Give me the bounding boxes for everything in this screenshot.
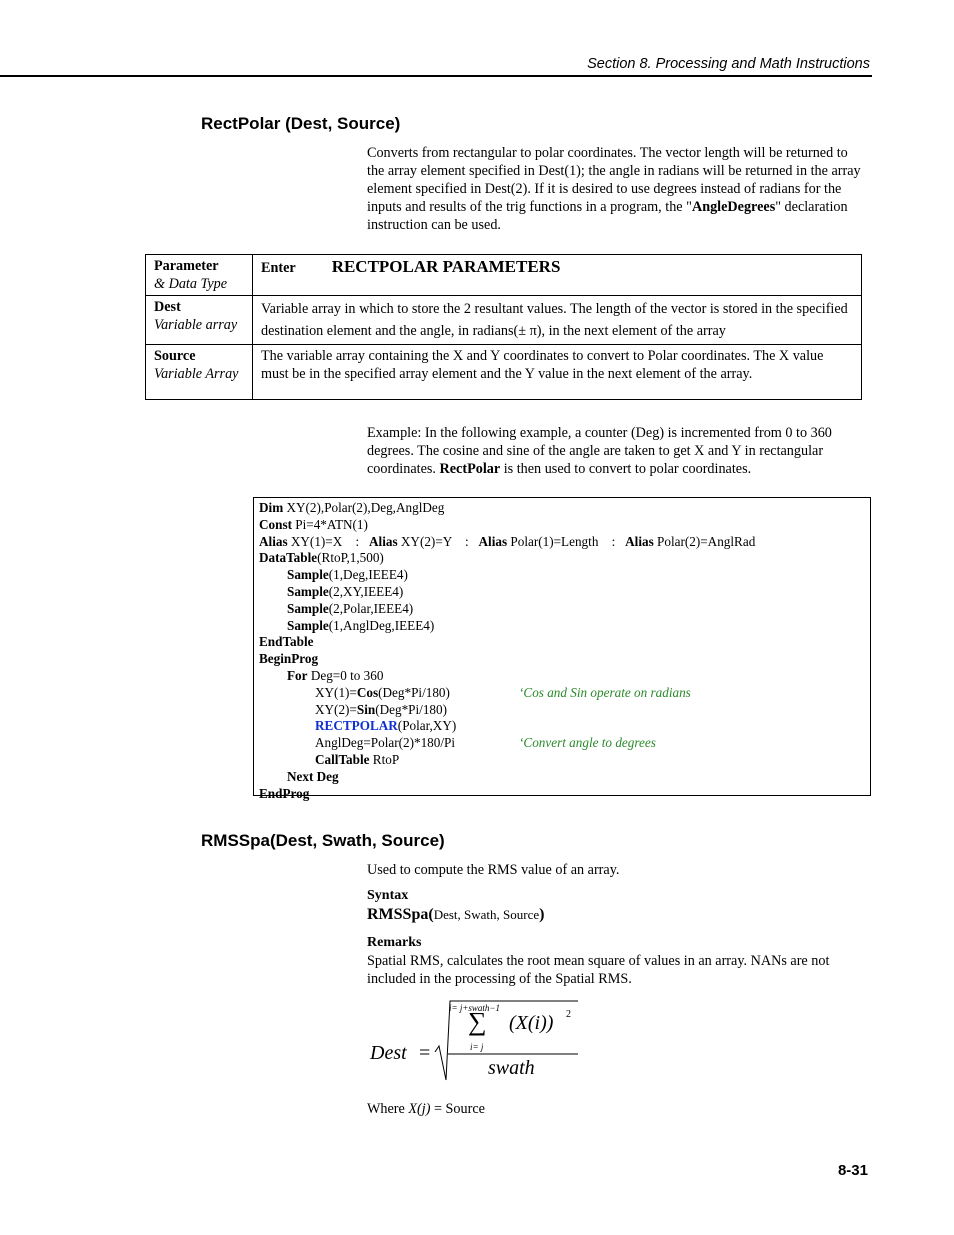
- sigma-symbol: ∑: [468, 1007, 487, 1036]
- formula-denominator: swath: [488, 1057, 535, 1079]
- rmsspa-description: Used to compute the RMS value of an array.: [367, 862, 620, 878]
- table-title: RECTPOLAR PARAMETERS: [331, 257, 561, 276]
- remarks-text: Spatial RMS, calculates the root mean square of values in an array. NANs are not included in the processing of the Spatial RMS.: [367, 953, 830, 987]
- code-line: BeginProg: [259, 651, 319, 667]
- rectpolar-heading: RectPolar (Dest, Source): [201, 114, 401, 133]
- table-header-row: [146, 255, 862, 296]
- rmsspa-heading: RMSSpa(Dest, Swath, Source): [201, 831, 445, 850]
- remarks-label: Remarks: [367, 935, 422, 950]
- formula-equals: =: [419, 1042, 431, 1064]
- table-row: [146, 345, 862, 400]
- formula-term: (X(i)): [509, 1012, 554, 1034]
- code-line: Const Pi=4*ATN(1): [259, 516, 368, 532]
- param-type: Variable array: [154, 317, 238, 333]
- rms-formula: [367, 996, 587, 1086]
- code-line: DataTable(RtoP,1,500): [259, 550, 384, 566]
- code-line: Dim XY(2),Polar(2),Deg,AnglDeg: [259, 500, 445, 515]
- datatype-header: & Data Type: [154, 276, 228, 292]
- code-line: AnglDeg=Polar(2)*180/Pi ‘Convert angle to degrees: [315, 735, 656, 751]
- formula-exponent: 2: [566, 1009, 571, 1020]
- code-line: XY(2)=Sin(Deg*Pi/180): [315, 701, 448, 717]
- page-number: 8-31: [837, 1162, 868, 1179]
- code-line: Sample(2,XY,IEEE4): [287, 583, 404, 599]
- sum-lower-limit: i= j: [470, 1042, 484, 1052]
- code-line: For Deg=0 to 360: [287, 667, 384, 683]
- code-line: EndProg: [259, 785, 310, 801]
- code-line: XY(1)=Cos(Deg*Pi/180) ‘Cos and Sin operate on radians: [315, 684, 691, 700]
- header-rule: [0, 75, 872, 77]
- code-line: Sample(2,Polar,IEEE4): [287, 600, 414, 616]
- code-comment: ‘Convert angle to degrees: [519, 735, 656, 751]
- param-desc: The variable array containing the X and Y coordinates to convert to Polar coordinates. The X value must be in the specified array element and the Y value in the next element of the array.: [253, 345, 862, 400]
- code-example: [253, 497, 871, 801]
- rectpolar-parameter-table: [145, 254, 862, 400]
- section-header: Section 8. Processing and Math Instructions: [587, 56, 870, 72]
- param-name: Dest: [154, 299, 181, 315]
- table-row: [146, 296, 862, 345]
- syntax-label: Syntax: [367, 888, 409, 903]
- param-desc: Variable array in which to store the 2 resultant values. The length of the vector is stored in the specified destination element and the angle, in radians(± π), in the next element of the array: [253, 296, 862, 345]
- code-line: Alias XY(1)=X : Alias XY(2)=Y : Alias Polar(1)=Length : Alias Polar(2)=AnglRad: [259, 533, 756, 549]
- where-clause: Where X(j) = Source: [367, 1101, 485, 1117]
- code-line: EndTable: [259, 634, 314, 650]
- example-description: Example: In the following example, a counter (Deg) is incremented from 0 to 360 degrees. The cosine and sine of the angle are taken to get X and Y in rectangular coordinates. RectPolar is then used to convert to polar coordinates.: [367, 425, 832, 477]
- enter-header: Enter: [261, 260, 296, 276]
- param-type: Variable Array: [154, 366, 239, 382]
- syntax-line: RMSSpa(Dest, Swath, Source): [367, 906, 545, 923]
- sum-upper-limit: i= j+swath−1: [449, 1003, 500, 1013]
- code-line: CallTable RtoP: [315, 751, 400, 767]
- code-line: Next Deg: [287, 768, 339, 784]
- formula-lhs: Dest: [370, 1042, 407, 1064]
- param-name: Source: [154, 348, 196, 364]
- code-comment: ‘Cos and Sin operate on radians: [519, 684, 691, 700]
- code-line: Sample(1,Deg,IEEE4): [287, 567, 408, 583]
- rectpolar-description: Converts from rectangular to polar coordinates. The vector length will be returned to the array element specified in Dest(1); the angle in radians will be returned in the array element specified in Dest(2). If it is desired to use degrees instead of radians for the inputs and results of the trig functions in a program, the "AngleDegrees" declaration instruction can be used.: [367, 145, 861, 233]
- param-header: Parameter: [154, 258, 219, 274]
- code-line: RECTPOLAR(Polar,XY): [315, 718, 457, 734]
- code-line: Sample(1,AnglDeg,IEEE4): [287, 617, 435, 633]
